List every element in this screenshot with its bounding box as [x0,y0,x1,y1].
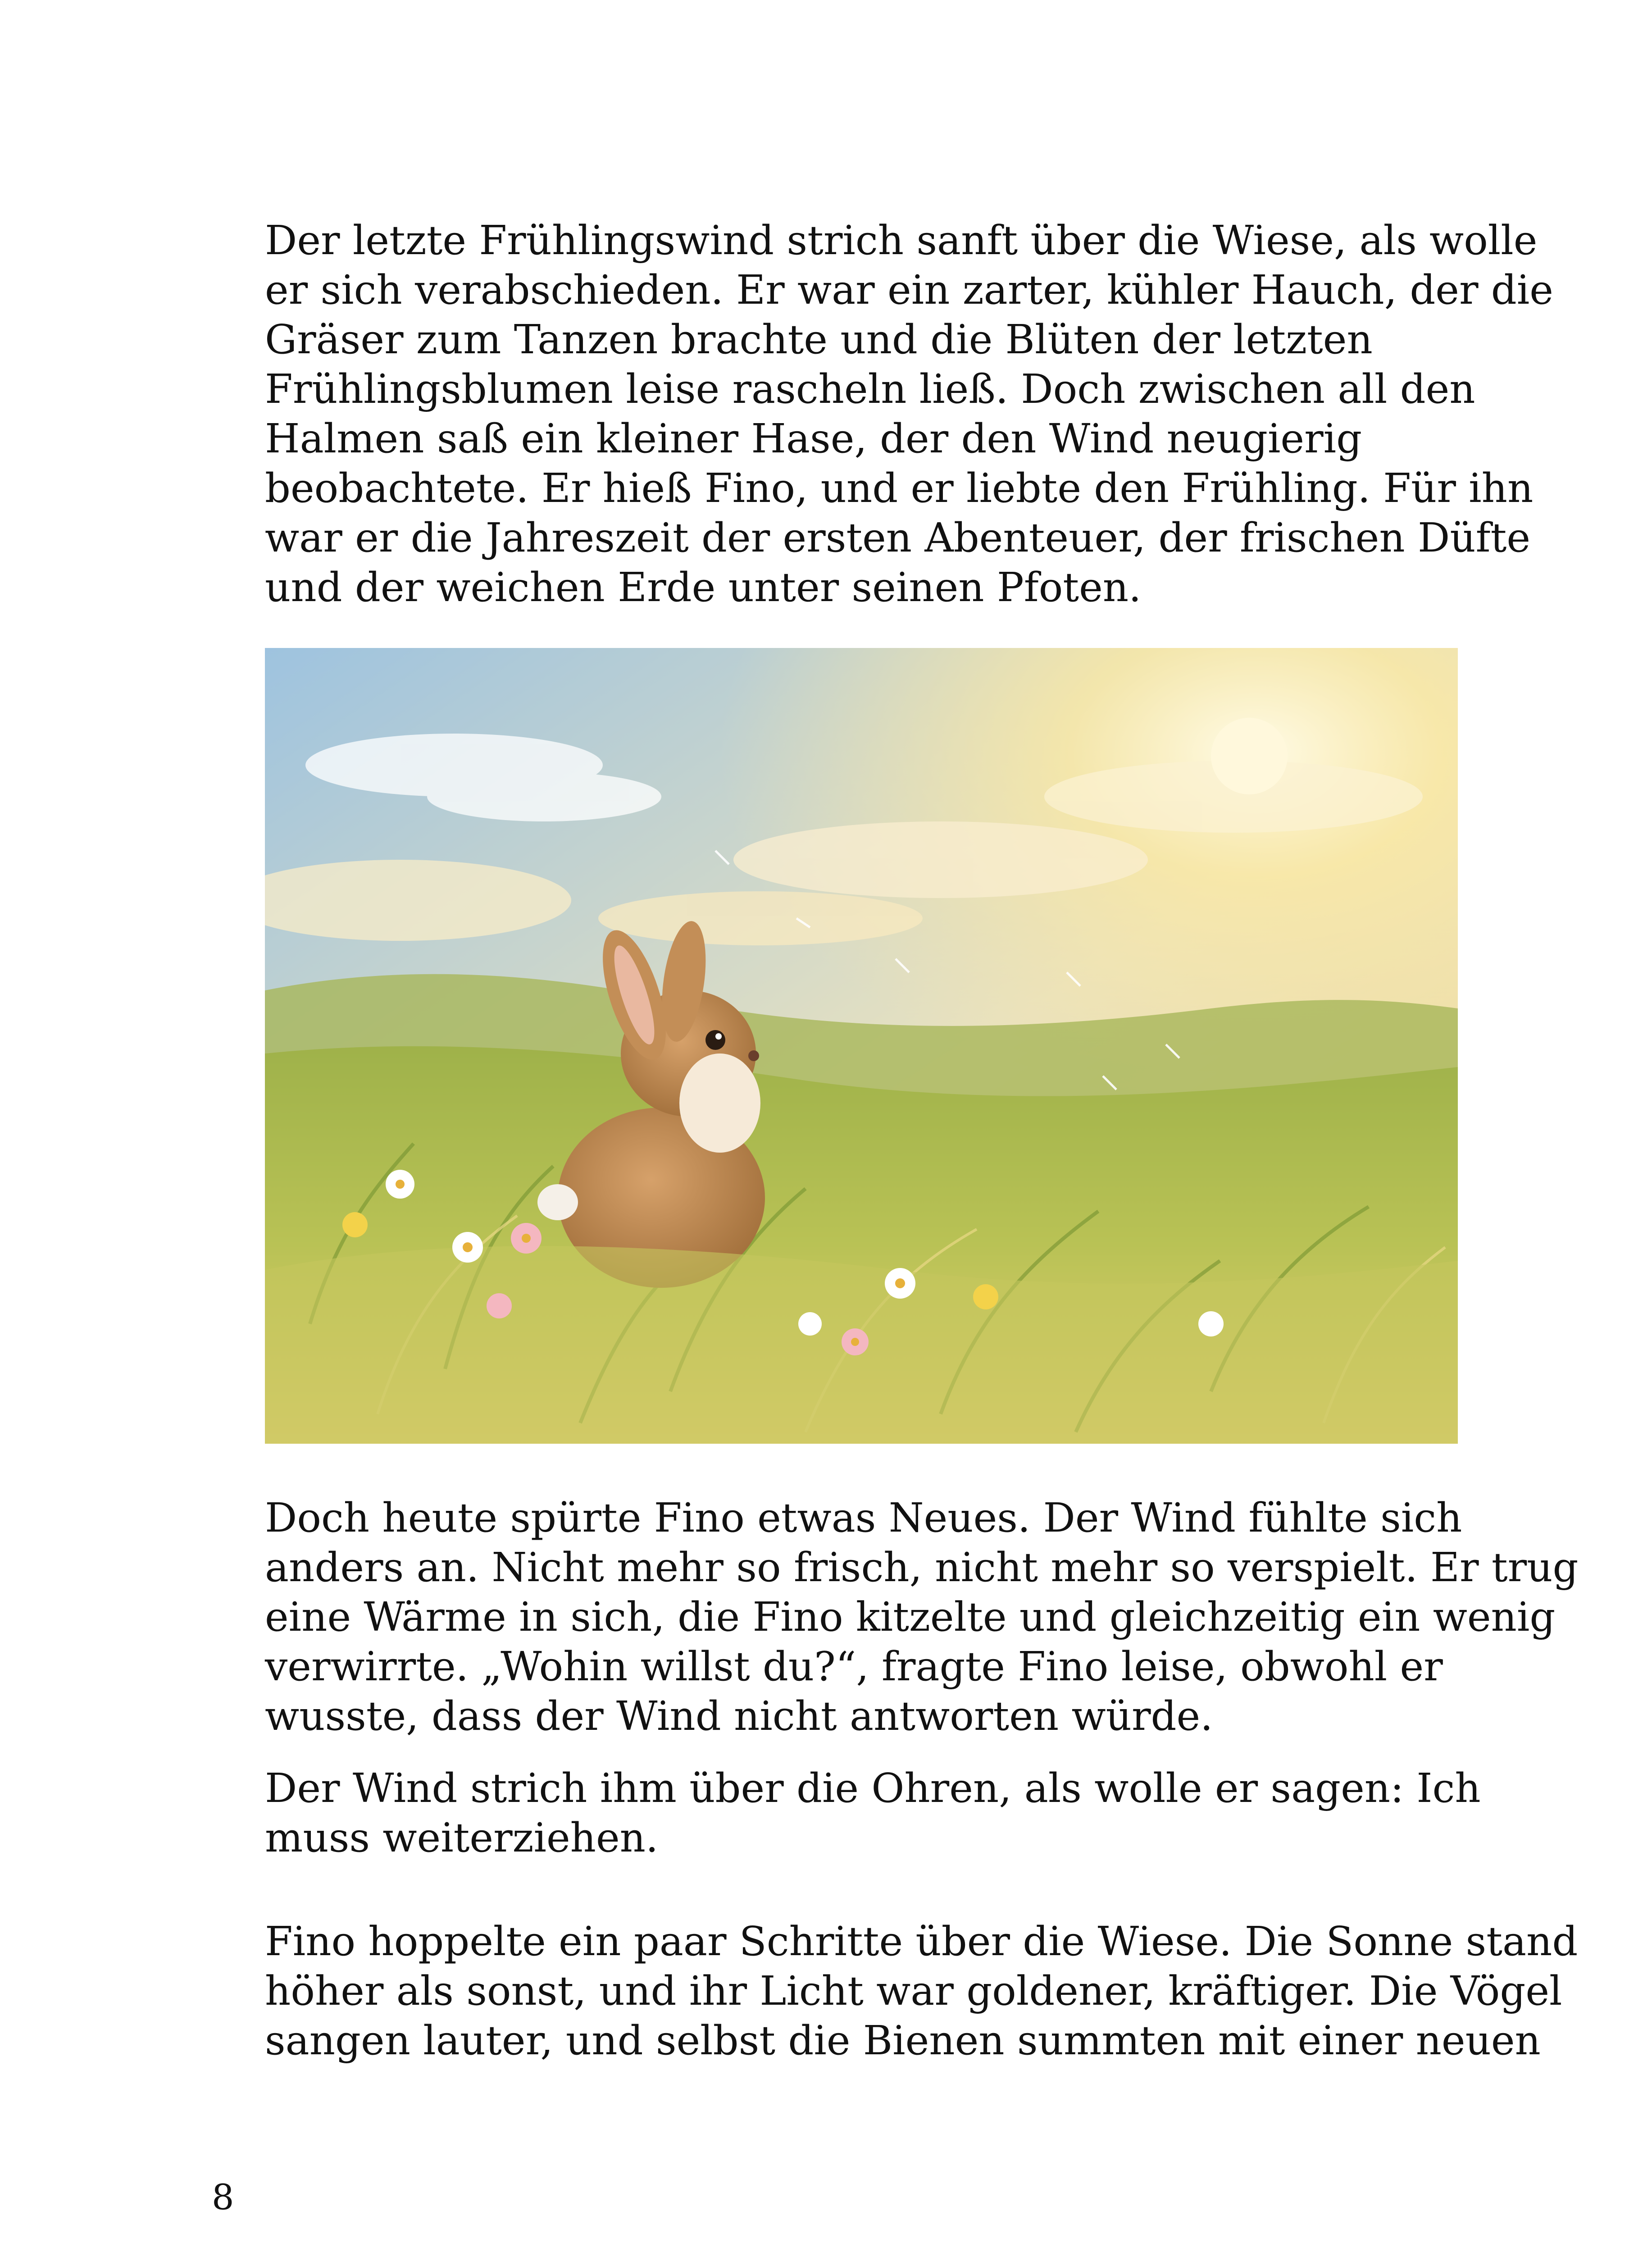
text-line: und der weichen Erde unter seinen Pfoten. [265,564,1142,611]
text-line: sangen lauter, und selbst die Bienen summten mit einer neuen [265,2017,1541,2064]
text-line: Halmen saß ein kleiner Hase, der den Wind neugierig [265,415,1362,462]
bunny-meadow-illustration [265,648,1458,1444]
text-line: war er die Jahreszeit der ersten Abenteuer, der frischen Düfte [265,514,1531,561]
text-line: wusste, dass der Wind nicht antworten würde. [265,1692,1213,1739]
text-line: verwirrte. „Wohin willst du?“, fragte Fino leise, obwohl er [265,1643,1443,1690]
page-number: 8 [212,2177,234,2218]
paragraph-4 [265,1916,1578,2065]
text-line: Doch heute spürte Fino etwas Neues. Der Wind fühlte sich [265,1494,1462,1541]
text-line: Der letzte Frühlingswind strich sanft über die Wiese, als wolle [265,217,1538,264]
text-line: Gräser zum Tanzen brachte und die Blüten der letzten [265,316,1373,363]
text-line: Fino hoppelte ein paar Schritte über die Wiese. Die Sonne stand [265,1918,1578,1965]
text-line: beobachtete. Er hieß Fino, und er liebte den Frühling. Für ihn [265,465,1534,511]
paragraph-1 [265,215,1553,612]
text-line: Frühlingsblumen leise rascheln ließ. Doch zwischen all den [265,365,1475,412]
text-line: Der Wind strich ihm über die Ohren, als wolle er sagen: Ich [265,1765,1481,1811]
text-line: eine Wärme in sich, die Fino kitzelte und gleichzeitig ein wenig [265,1593,1556,1640]
illustration-icon [265,648,1458,1444]
paragraph-3 [265,1763,1481,1862]
text-line: muss weiterziehen. [265,1814,659,1861]
text-line: er sich verabschieden. Er war ein zarter, kühler Hauch, der die [265,266,1553,313]
paragraph-2 [265,1493,1579,1741]
text-line: höher als sonst, und ihr Licht war goldener, kräftiger. Die Vögel [265,1967,1562,2014]
text-line: anders an. Nicht mehr so frisch, nicht mehr so verspielt. Er trug [265,1544,1579,1591]
